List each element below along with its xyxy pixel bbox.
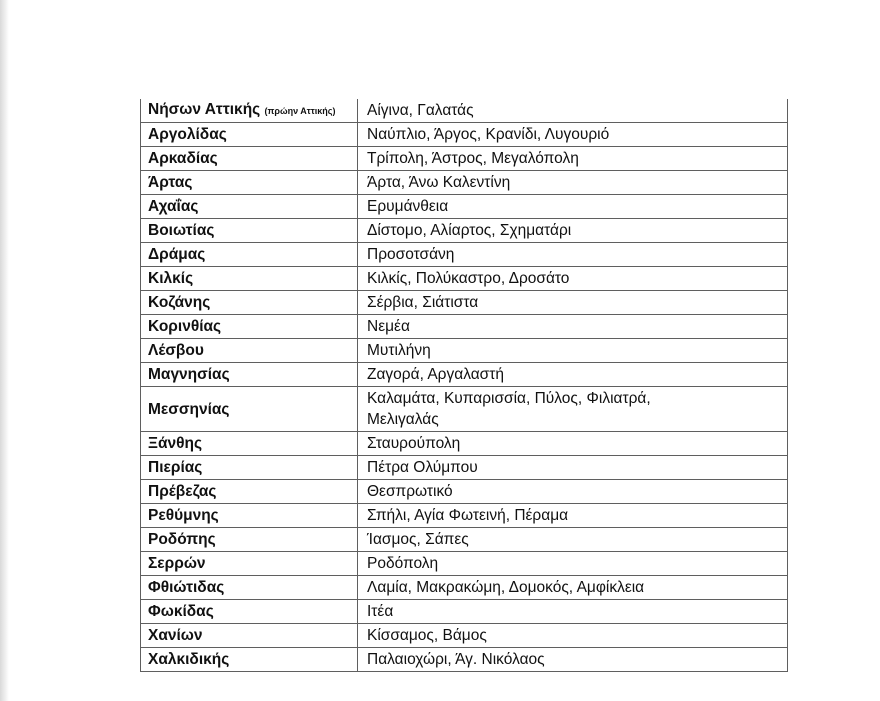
towns-cell (358, 387, 788, 432)
table-row (141, 339, 788, 363)
table-row (141, 267, 788, 291)
towns-cell: Τρίπολη, Άστρος, Μεγαλόπολη (358, 147, 788, 171)
region-cell: Φθιώτιδας (141, 576, 358, 600)
region-cell: Χαλκιδικής (141, 648, 358, 672)
towns-cell: Ζαγορά, Αργαλαστή (358, 363, 788, 387)
region-cell: Αρκαδίας (141, 147, 358, 171)
region-cell: Αργολίδας (141, 123, 358, 147)
towns-cell: Δίστομο, Αλίαρτος, Σχηματάρι (358, 219, 788, 243)
table-row (141, 195, 788, 219)
table-row (141, 528, 788, 552)
region-cell: Δράμας (141, 243, 358, 267)
table-row (141, 624, 788, 648)
towns-cell: Αίγινα, Γαλατάς (358, 99, 788, 123)
region-cell (141, 99, 358, 123)
table-row (141, 600, 788, 624)
towns-line: Καλαμάτα, Κυπαρισσία, Πύλος, Φιλιατρά, (367, 390, 651, 407)
towns-cell: Ίασμος, Σάπες (358, 528, 788, 552)
region-cell: Κορινθίας (141, 315, 358, 339)
towns-cell: Ερυμάνθεια (358, 195, 788, 219)
region-cell: Ροδόπης (141, 528, 358, 552)
table-row (141, 363, 788, 387)
region-cell: Ρεθύμνης (141, 504, 358, 528)
region-cell: Κοζάνης (141, 291, 358, 315)
table-row (141, 432, 788, 456)
region-cell: Πρέβεζας (141, 480, 358, 504)
table-row (141, 456, 788, 480)
towns-line: Μελιγαλάς (367, 411, 439, 428)
table-row (141, 171, 788, 195)
towns-cell: Πέτρα Ολύμπου (358, 456, 788, 480)
table-row (141, 291, 788, 315)
region-note: (πρώην Αττικής) (264, 106, 336, 116)
towns-cell: Άρτα, Άνω Καλεντίνη (358, 171, 788, 195)
towns-cell: Μυτιλήνη (358, 339, 788, 363)
towns-cell: Ιτέα (358, 600, 788, 624)
region-cell: Αχαΐας (141, 195, 358, 219)
towns-cell: Σέρβια, Σιάτιστα (358, 291, 788, 315)
region-name: Νήσων Αττικής (148, 101, 261, 118)
region-cell: Άρτας (141, 171, 358, 195)
table-row (141, 147, 788, 171)
region-cell: Μαγνησίας (141, 363, 358, 387)
table-row (141, 552, 788, 576)
towns-cell: Ροδόπολη (358, 552, 788, 576)
towns-cell: Θεσπρωτικό (358, 480, 788, 504)
region-cell: Πιερίας (141, 456, 358, 480)
table-row (141, 219, 788, 243)
table-row (141, 315, 788, 339)
towns-cell: Κίσσαμος, Βάμος (358, 624, 788, 648)
region-cell: Φωκίδας (141, 600, 358, 624)
table-row (141, 123, 788, 147)
region-cell: Ξάνθης (141, 432, 358, 456)
towns-cell: Σταυρούπολη (358, 432, 788, 456)
towns-cell: Σπήλι, Αγία Φωτεινή, Πέραμα (358, 504, 788, 528)
region-cell: Λέσβου (141, 339, 358, 363)
region-cell: Βοιωτίας (141, 219, 358, 243)
region-cell: Κιλκίς (141, 267, 358, 291)
table-row (141, 576, 788, 600)
towns-cell: Παλαιοχώρι, Άγ. Νικόλαος (358, 648, 788, 672)
page-edge-shadow (0, 0, 9, 701)
table-row (141, 504, 788, 528)
towns-cell: Ναύπλιο, Άργος, Κρανίδι, Λυγουριό (358, 123, 788, 147)
towns-cell: Λαμία, Μακρακώμη, Δομοκός, Αμφίκλεια (358, 576, 788, 600)
region-cell: Σερρών (141, 552, 358, 576)
regions-towns-table (140, 99, 788, 672)
region-cell: Μεσσηνίας (141, 387, 358, 432)
table-row (141, 243, 788, 267)
table-row (141, 648, 788, 672)
table-row (141, 480, 788, 504)
towns-cell: Νεμέα (358, 315, 788, 339)
towns-cell: Κιλκίς, Πολύκαστρο, Δροσάτο (358, 267, 788, 291)
table-row (141, 99, 788, 123)
table-row (141, 387, 788, 432)
towns-cell: Προσοτσάνη (358, 243, 788, 267)
region-cell: Χανίων (141, 624, 358, 648)
